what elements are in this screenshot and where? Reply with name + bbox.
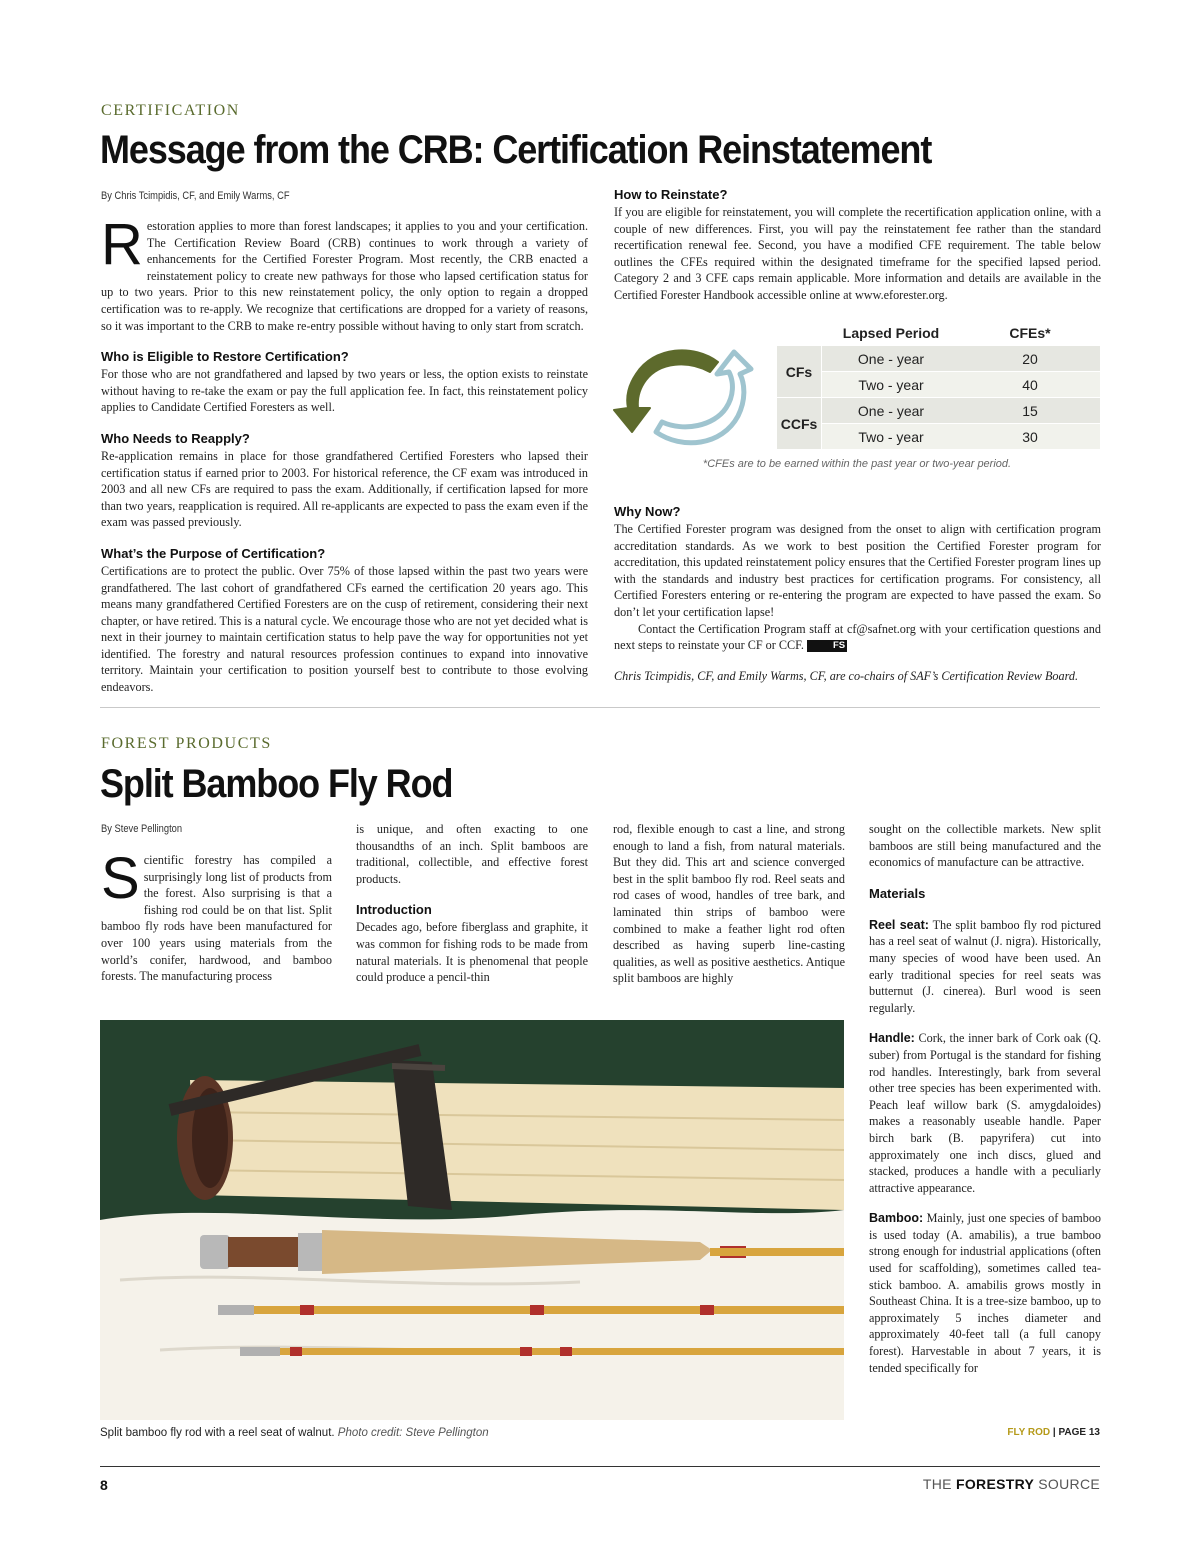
heading-why-now: Why Now? (614, 504, 681, 519)
intro-paragraph: Restoration applies to more than forest landscapes; it applies to you and your certification. The Certification Review Board (CRB) continues to work through a variety of enhancements for the Certified Forester Program. Most recently, the CRB enacted a reinstatement policy to create new pathways for those who lapsed certification status for up to two years. Prior to this new reinstatement policy, the only option to regain a dropped certification was to re-apply. We recognize that certifications are dropped for a variety of reasons, so it was important to the CRB to make re-entry possible without having to only start from scratch. (101, 212, 588, 333)
heading-how-to-reinstate: How to Reinstate? (614, 187, 728, 202)
continued-on-page: FLY ROD | PAGE 13 (1007, 1427, 1100, 1438)
paragraph-reapply: Re-application remains in place for those grandfathered Certified Foresters who lapsed their certification status if earned prior to 2003. For historical reference, the CF exam was introduced in 2003 and all new CFs are required to pass the exam. Additionally, if certification lapsed for more than two years, reapplication is required. All re-applicants are expected to pass the exam even if the exam was passed previously. (101, 448, 588, 530)
byline-article2: By Steve Pellington (101, 823, 183, 835)
paragraph-purpose: Certifications are to protect the public. Over 75% of those lapsed within the past two years were grandfathered. The last cohort of grandfathered CFs earned the certification 20 years ago. This means many grandfathered Certified Foresters are on the cusp of retirement, considering their next chapter, or have retired. This is a natural cycle. We encourage those who are not yet decided what is next in their journey to maintain certification status to help pave the way for opportunities not yet identified. The forestry and natural resources profession continues to expand into innovative territory. Maintain your certification to position yourself best to contribute to those evolving endeavors. (101, 563, 588, 695)
heading-materials: Materials (869, 885, 926, 901)
group-label-cfs: CFs (777, 346, 822, 398)
page-number: 8 (100, 1477, 108, 1493)
article-divider (100, 707, 1100, 708)
table-footnote: *CFEs are to be earned within the past year or two-year period. (702, 458, 1012, 470)
byline-article1: By Chris Tcimpidis, CF, and Emily Warms, CF (101, 190, 290, 202)
magazine-name: THE FORESTRY SOURCE (922, 1476, 1100, 1492)
author-bio: Chris Tcimpidis, CF, and Emily Warms, CF, are co-chairs of SAF’s Certification Review Board. (614, 668, 1079, 683)
end-mark: FS (807, 640, 847, 652)
intro-paragraph-fly-rod: Scientific forestry has compiled a surprisingly long list of products from the forest. Also surprising is that a fishing rod could be on that list. Split bamboo fly rods have been manufactured for over 100 years using materials from the world’s conifer, hardwood, and bamboo forests. The manufacturing process (101, 846, 332, 984)
paragraph-eligible: For those who are not grandfathered and lapsed by two years or less, the option exists to reinstate without having to re-take the exam or pay the full application fee. In fact, this reinstatement policy applies to Candidate Certified Foresters as well. (101, 367, 588, 415)
table-row: CCFs One - year 15 (777, 398, 1100, 424)
article2-column-4: sought on the collectible markets. New split bamboos are still being manufactured and the economics of manufacture can be attractive. Materials Reel seat: The split bamboo fly rod pictured has a reel seat of walnut (J. nigra). Historically, many species of wood have been used. An early traditional species for reel seats was butternut (J. cinerea). Burl wood is seen regularly. Handle: Cork, the inner bark of Cork oak (Q. suber) from Portugal is the standard for fishing rod handles. Interestingly, bark from several other tree species has been experimented with. Peach leaf willow bark (S. amygdaloides) makes a reasonably useable handle. Paper birch bark (B. papyrifera) cut into approximately one inch discs, glued and stacked, produces a handle with a peculiarly attractive appearance. Bamboo: Mainly, just one species of bamboo is used today (A. amabilis), a true bamboo strong enough for industrial applications (often used for scaffolding), sometimes called tea-stick bamboo. A. amabilis grows mostly in Southeast China. It is a tree-size bamboo, up to approximately 5 inches diameter and approximately 40-feet tall (a full canopy forest). Harvestable in about 7 years, it is tended specifically for (869, 822, 1102, 1375)
heading-reapply: Who Needs to Reapply? (101, 430, 250, 446)
article-title-crb: Message from the CRB: Certification Reinstatement (100, 128, 932, 172)
heading-introduction: Introduction (356, 902, 432, 918)
article1-left-column (101, 212, 588, 696)
cycle-arrow-dark (614, 350, 718, 432)
paragraph-contact: Contact the Certification Program staff at cf@safnet.org with your certification questions and next steps to reinstate your CF or CCF. FS (614, 621, 1101, 653)
paragraph-introduction: Decades ago, before fiberglass and graphite, it was common for fishing rods to be made from natural materials. It is phenomenal that people could produce a pencil-thin (356, 920, 588, 985)
paragraph-reel-seat: Reel seat: The split bamboo fly rod pictured has a reel seat of walnut (J. nigra). Historically, many species of wood have been used. An early traditional species for reel seats was butternut (J. cinerea). Burl wood is seen regularly. (869, 917, 1101, 1015)
paragraph-handle: Handle: Cork, the inner bark of Cork oak (Q. suber) from Portugal is the standard for fishing rod handles. Interestingly, bark from several other tree species has been experimented with. Peach leaf willow bark (S. amygdaloides) makes a reasonably useable handle. Paper birch bark (B. papyrifera) cut into approximately one inch discs, glued and stacked, produces a handle with a peculiarly attractive appearance. (869, 1031, 1101, 1195)
footer-rule (100, 1466, 1100, 1467)
article2-column-3: rod, flexible enough to cast a line, and strong enough to land a fish, from natural materials. But they did. This art and science converged best in the split bamboo fly rod. Reel seats and rod cases of wood, handles of tree bark, and laminated thin strips of bamboo were combined to make a feather light rod often described as having superb line-casting qualities, as well as positive aesthetics. Antique split bamboos are highly (613, 822, 845, 986)
renewal-cycle-arrows-icon (606, 336, 766, 454)
col-header-lapsed-period: Lapsed Period (822, 320, 960, 346)
dropcap-r: R (101, 212, 143, 277)
article1-right-column-top (614, 186, 1101, 304)
table-row: Two - year 40 (777, 372, 1100, 398)
fly-rod-photo (100, 1020, 844, 1420)
section-kicker-forest-products: FOREST PRODUCTS (101, 735, 272, 752)
article2-column-1 (101, 846, 332, 985)
col-header-cfes: CFEs* (960, 320, 1100, 346)
table-header-row (777, 320, 1100, 346)
photo-caption: Split bamboo fly rod with a reel seat of walnut. Photo credit: Steve Pellington (100, 1427, 489, 1439)
paragraph-bamboo: Bamboo: Mainly, just one species of bamboo is used today (A. amabilis), a true bamboo strong enough for industrial applications (often used for scaffolding), sometimes called tea-stick bamboo. A. amabilis grows mostly in Southeast China. It is a tree-size bamboo, up to approximately 5 inches diameter and approximately 40-feet tall (a full canopy forest). Harvestable in about 7 years, it is tended specifically for (869, 1211, 1102, 1375)
photo-credit: Photo credit: Steve Pellington (337, 1427, 489, 1439)
heading-eligible: Who is Eligible to Restore Certification? (101, 349, 349, 365)
paragraph-how-to-reinstate: If you are eligible for reinstatement, you will complete the recertification application online, with a couple of new differences. First, you will pay the reinstatement fee rather than the standard recertification renewal fee. Second, you have a modified CFE requirement. The table below outlines the CFEs required within the designated timeframe for the specified lapsed period. Category 2 and 3 CFE caps remain applicable. More information and details are available in the Certified Forester Handbook accessible online at www.eforester.org. (614, 205, 1101, 302)
paragraph-why-now: The Certified Forester program was designed from the onset to align with certification program accreditation standards. As we work to best position the Certified Forester program for accreditation, this updated reinstatement policy ensures that the Certified Forester program lines up with the standards and industry best practices for certification programs. For consistency, all Certified Foresters entering or re-entering the program are expected to have passed the exam. So don’t let your certification lapse! (614, 522, 1101, 619)
table-row: CFs One - year 20 (777, 346, 1100, 372)
group-label-ccfs: CCFs (777, 398, 822, 450)
article-title-fly-rod: Split Bamboo Fly Rod (100, 762, 453, 806)
table-row: Two - year 30 (777, 424, 1100, 450)
dropcap-s: S (101, 846, 140, 911)
article1-right-column-bottom (614, 503, 1101, 684)
article2-column-2: is unique, and often exacting to one thousandths of an inch. Split bamboos are traditional, collectible, and effective forest products. Introduction Decades ago, before fiberglass and graphite, it was common for fishing rods to be made from natural materials. It is phenomenal that people could produce a pencil-thin (356, 822, 588, 985)
heading-purpose: What’s the Purpose of Certification? (101, 545, 326, 561)
section-kicker-certification: CERTIFICATION (101, 102, 240, 119)
cfe-requirements-table (777, 320, 1100, 450)
